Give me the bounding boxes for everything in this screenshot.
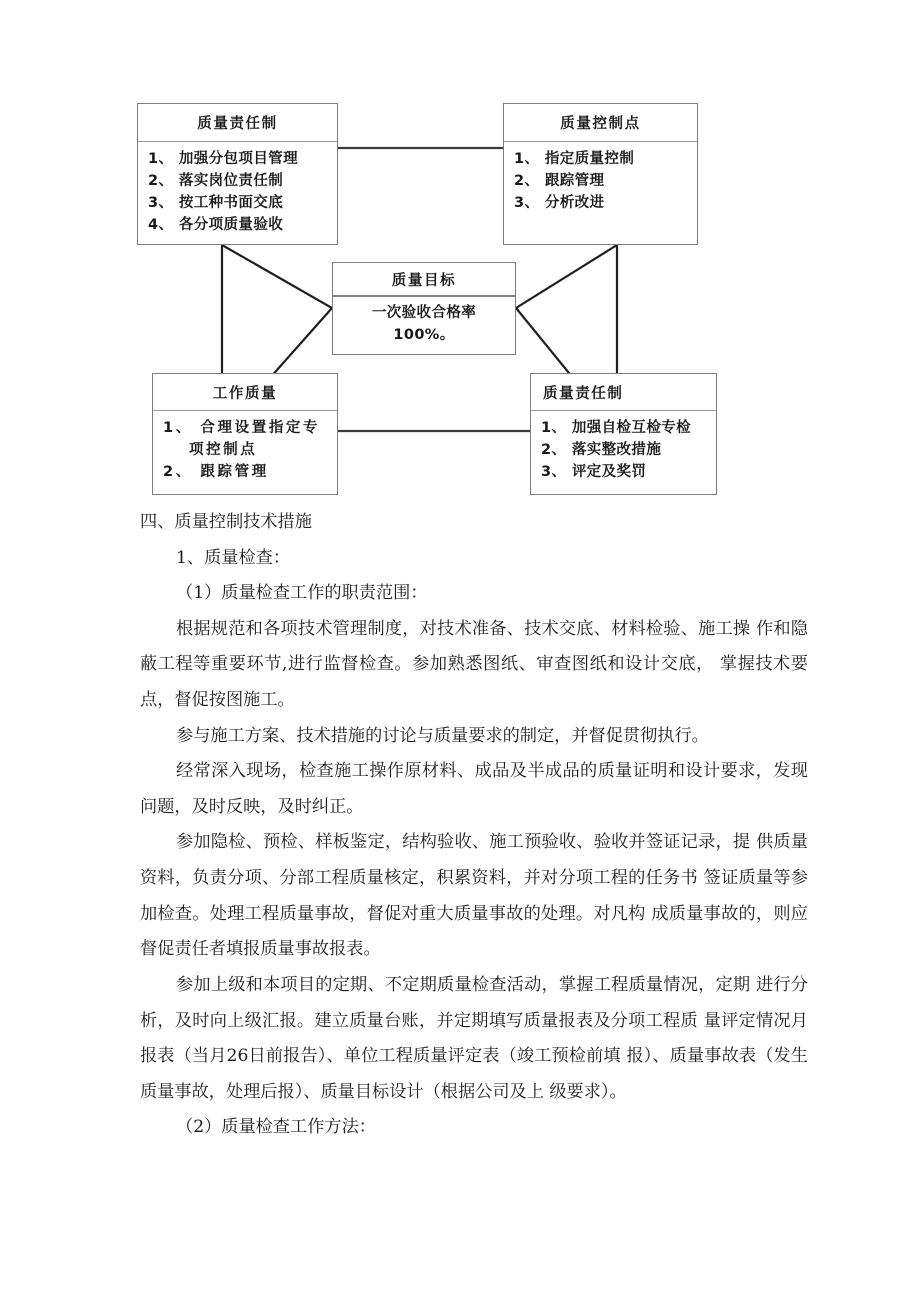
paragraph: 参加隐检、预检、样板鉴定，结构验收、施工预验收、验收并签证记录，提 供质量资料，负责分项、分部工程质量核定，积累资料，并对分项工程的任务书 签证质量等参加检查。处理工程质量事故，督促对重大质量事故的处理。对凡构 成质量事故的，则应督促责任者填报质量事故报表。 [140, 832, 808, 960]
list-item: 2、 落实岗位责任制 [148, 173, 284, 190]
diagram-node-quality-responsibility-bottom [530, 373, 717, 495]
node-title: 质量责任制 [531, 374, 716, 411]
section-heading: 四、质量控制技术措施 [140, 512, 312, 532]
list-item: 3、 按工种书面交底 [148, 195, 284, 212]
diagram-node-work-quality [152, 373, 338, 495]
node-body [138, 142, 337, 240]
list-item: 2、 跟踪管理 [163, 464, 269, 481]
subsection-1-2-heading: （2）质量检查工作方法： [176, 1117, 376, 1138]
diagram-node-quality-goal [332, 262, 516, 355]
node-body [531, 411, 716, 487]
goal-line-1: 一次验收合格率 [371, 305, 477, 321]
subsection-1-1-heading: （1）质量检查工作的职责范围： [176, 583, 428, 604]
node-body [333, 297, 515, 346]
paragraph: 根据规范和各项技术管理制度，对技术准备、技术交底、材料检验、施工操 作和隐蔽工程等重要环节,进行监督检查。参加熟悉图纸、审查图纸和设计交底， 掌握技术要点，督促按图施工。 [140, 618, 808, 711]
list-item: 3、 评定及奖罚 [541, 464, 647, 481]
node-title: 工作质量 [153, 374, 337, 411]
paragraph: 参加上级和本项目的定期、不定期质量检查活动，掌握工程质量情况，定期 进行分析，及时向上级汇报。建立质量台账，并定期填写质量报表及分项工程质 量评定情况月报表（当月26日前报告）、单位工程质量评定表（竣工预检前填 报）、质量事故表（发生质量事故，处理后报）、质量目标设计（根据公司及上 级要求）。 [140, 974, 808, 1102]
node-body [153, 411, 337, 487]
node-body [504, 142, 697, 218]
list-item-continued: 项控制点 [189, 442, 258, 459]
node-title: 质量责任制 [138, 104, 337, 142]
diagram-node-quality-control-point [503, 103, 698, 245]
list-item: 1、 指定质量控制 [514, 151, 635, 167]
goal-line-2: 100%。 [393, 327, 455, 344]
list-item: 4、 各分项质量验收 [148, 217, 284, 234]
list-item: 2、 落实整改措施 [541, 442, 662, 459]
list-item: 2、 跟踪管理 [514, 173, 605, 190]
node-title: 质量控制点 [504, 104, 697, 142]
list-item: 1、 加强分包项目管理 [148, 151, 299, 167]
diagram-node-quality-responsibility-top [137, 103, 338, 245]
quality-control-diagram [0, 0, 920, 510]
paragraph: 经常深入现场，检查施工操作原材料、成品及半成品的质量证明和设计要求，发现问题，及时反映，及时纠正。 [140, 761, 808, 817]
diagram-connectors [0, 0, 920, 510]
subsection-1-heading: 1、质量检查： [176, 547, 291, 568]
list-item: 1、 合理设置指定专 [163, 420, 321, 436]
list-item: 1、 加强自检互检专检 [541, 420, 692, 436]
node-title: 质量目标 [333, 263, 515, 297]
paragraph: 参与施工方案、技术措施的讨论与质量要求的制定，并督促贯彻执行。 [176, 725, 709, 746]
list-item: 3、 分析改进 [514, 195, 605, 212]
document-body [0, 505, 920, 1146]
